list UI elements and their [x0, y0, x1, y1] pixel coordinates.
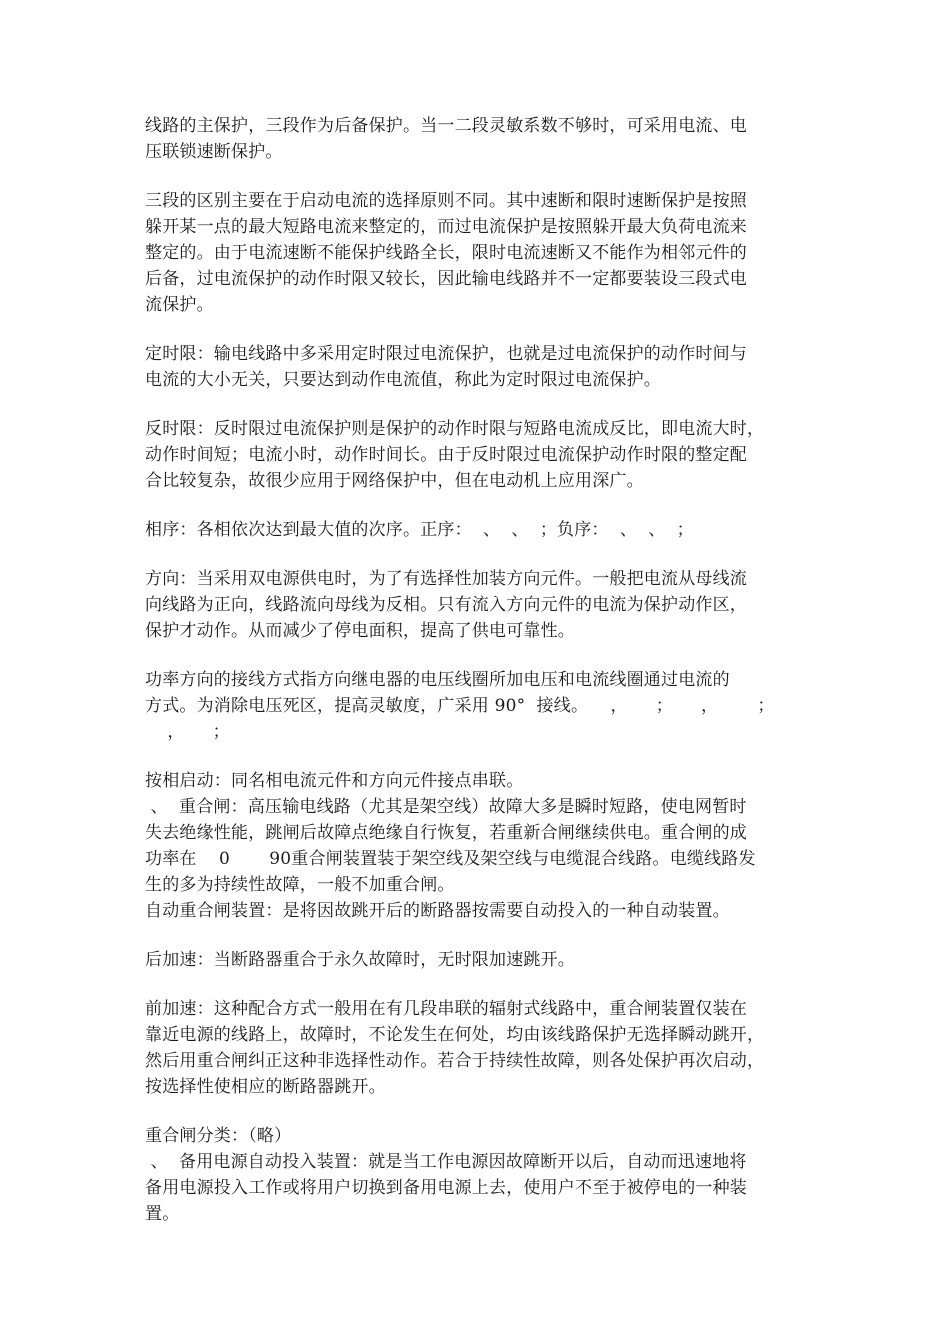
- text-line: 自动重合闸装置：是将因故跳开后的断路器按需要自动投入的一种自动装置。: [145, 901, 730, 921]
- paragraph: [145, 188, 810, 318]
- text-line: 方向：当采用双电源供电时，为了有选择性加装方向元件。一般把电流从母线流: [145, 569, 747, 589]
- text-line: 方式。为消除电压死区，提高灵敏度，广采用 90° 接线。 ， ； ， ；: [145, 696, 775, 716]
- text-line: 按选择性使相应的断路器跳开。: [145, 1077, 386, 1097]
- paragraph: [145, 667, 810, 745]
- paragraph: [145, 996, 810, 1100]
- text-line: 失去绝缘性能，跳闸后故障点绝缘自行恢复，若重新合闸继续供电。重合闸的成: [145, 823, 747, 843]
- document-body: [145, 113, 810, 1227]
- text-line: 、 备用电源自动投入装置：就是当工作电源因故障断开以后，自动而迅速地将: [145, 1152, 747, 1172]
- text-line: 电流的大小无关，只要达到动作电流值，称此为定时限过电流保护。: [145, 370, 661, 390]
- text-line: 定时限：输电线路中多采用定时限过电流保护，也就是过电流保护的动作时间与: [145, 344, 747, 364]
- text-line: 、 重合闸：高压输电线路（尤其是架空线）故障大多是瞬时短路，使电网暂时: [145, 797, 747, 817]
- paragraph: [145, 341, 810, 393]
- text-line: 躲开某一点的最大短路电流来整定的，而过电流保护是按照躲开最大负荷电流来: [145, 217, 747, 237]
- text-line: 压联锁速断保护。: [145, 142, 283, 162]
- text-line: ， ；: [145, 722, 230, 742]
- paragraph: [145, 416, 810, 494]
- paragraph: [145, 113, 810, 165]
- paragraph: [145, 768, 810, 898]
- paragraph: [145, 898, 810, 924]
- text-line: 三段的区别主要在于启动电流的选择原则不同。其中速断和限时速断保护是按照: [145, 191, 747, 211]
- text-line: 重合闸分类：（略）: [145, 1126, 292, 1146]
- paragraph: [145, 947, 810, 973]
- text-line: 生的多为持续性故障，一般不加重合闸。: [145, 875, 455, 895]
- text-line: 向线路为正向，线路流向母线为反相。只有流入方向元件的电流为保护动作区，: [145, 595, 747, 615]
- text-line: 合比较复杂，故很少应用于网络保护中，但在电动机上应用深广。: [145, 471, 644, 491]
- text-line: 按相启动：同名相电流元件和方向元件接点串联。: [145, 771, 524, 791]
- paragraph: [145, 517, 810, 543]
- text-line: 反时限：反时限过电流保护则是保护的动作时限与短路电流成反比，即电流大时，: [145, 419, 765, 439]
- paragraph: [145, 1123, 810, 1227]
- text-line: 保护才动作。从而减少了停电面积，提高了供电可靠性。: [145, 621, 575, 641]
- text-line: 功率在 0 90重合闸装置装于架空线及架空线与电缆混合线路。电缆线路发: [145, 849, 756, 869]
- text-line: 后备，过电流保护的动作时限又较长，因此输电线路并不一定都要装设三段式电: [145, 269, 747, 289]
- text-line: 置。: [145, 1204, 180, 1224]
- text-line: 整定的。由于电流速断不能保护线路全长，限时电流速断又不能作为相邻元件的: [145, 243, 747, 263]
- text-line: 备用电源投入工作或将用户切换到备用电源上去，使用户不至于被停电的一种装: [145, 1178, 747, 1198]
- text-line: 然后用重合闸纠正这种非选择性动作。若合于持续性故障，则各处保护再次启动，: [145, 1051, 765, 1071]
- text-line: 动作时间短；电流小时，动作时间长。由于反时限过电流保护动作时限的整定配: [145, 445, 747, 465]
- text-line: 后加速：当断路器重合于永久故障时，无时限加速跳开。: [145, 950, 575, 970]
- text-line: 流保护。: [145, 295, 214, 315]
- paragraph: [145, 566, 810, 644]
- text-line: 靠近电源的线路上，故障时，不论发生在何处，均由该线路保护无选择瞬动跳开，: [145, 1025, 765, 1045]
- text-line: 功率方向的接线方式指方向继电器的电压线圈所加电压和电流线圈通过电流的: [145, 670, 730, 690]
- text-line: 线路的主保护，三段作为后备保护。当一二段灵敏系数不够时，可采用电流、电: [145, 116, 747, 136]
- text-line: 相序：各相依次达到最大值的次序。正序： 、 、 ；负序： 、 、 ；: [145, 520, 694, 540]
- text-line: 前加速：这种配合方式一般用在有几段串联的辐射式线路中，重合闸装置仅装在: [145, 999, 747, 1019]
